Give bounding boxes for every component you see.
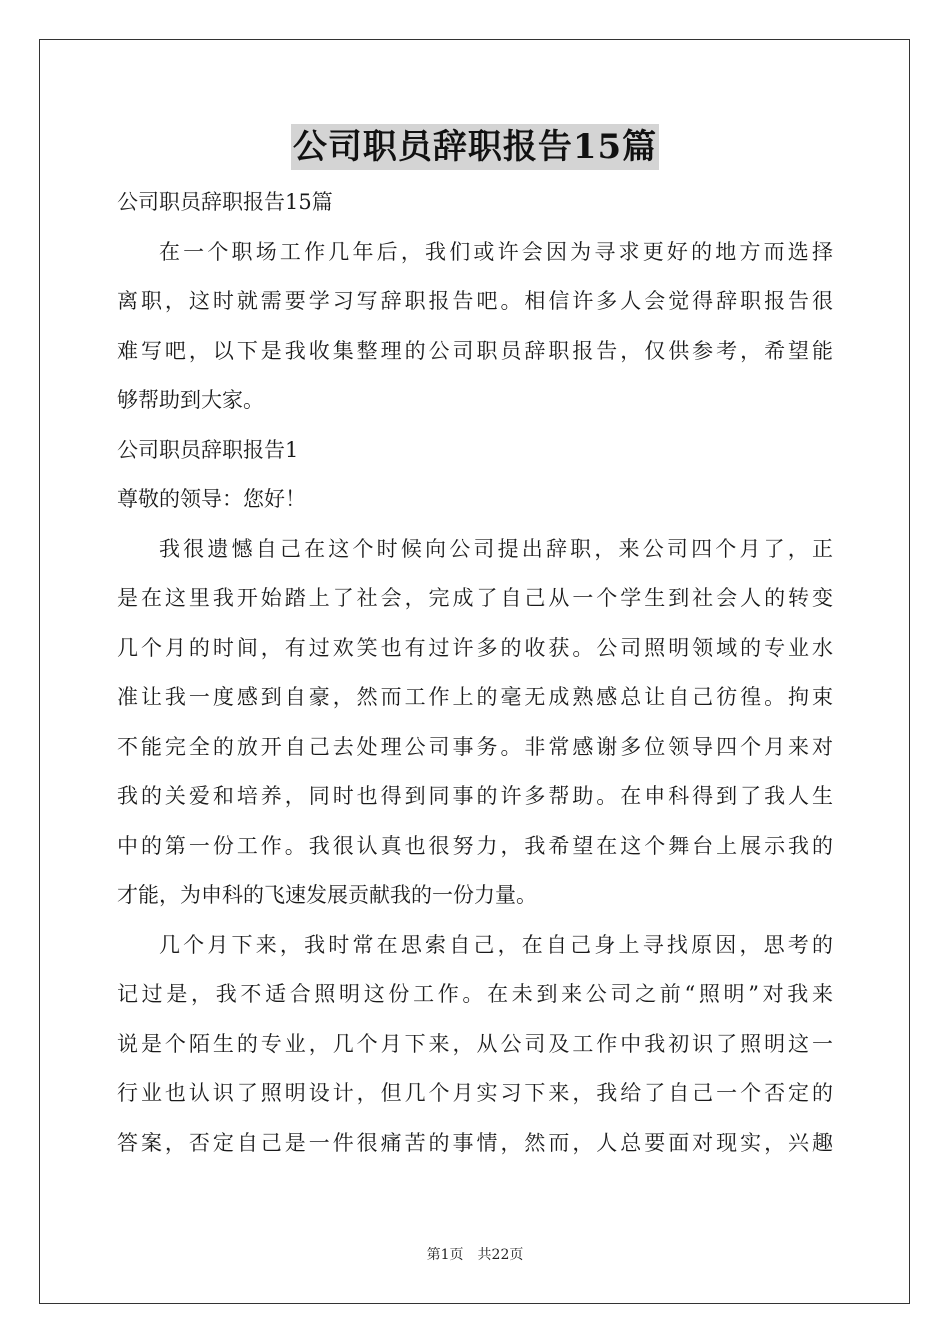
document-subtitle: 公司职员辞职报告15篇 bbox=[117, 190, 333, 214]
paragraph-line: 记过是，我不适合照明这份工作。在未到来公司之前“照明”对我来 bbox=[117, 982, 833, 1006]
intro-line: 在一个职场工作几年后，我们或许会因为寻求更好的地方而选择 bbox=[159, 239, 833, 264]
document-body bbox=[117, 178, 833, 1168]
intro-line: 离职，这时就需要学习写辞职报告吧。相信许多人会觉得辞职报告很 bbox=[117, 289, 833, 313]
paragraph-line: 几个月的时间，有过欢笑也有过许多的收获。公司照明领域的专业水 bbox=[117, 635, 833, 660]
page-footer bbox=[0, 1244, 950, 1264]
document-title: 公司职员辞职报告15篇 bbox=[291, 124, 659, 170]
paragraph-line: 中的第一份工作。我很认真也很努力，我希望在这个舞台上展示我的 bbox=[117, 833, 833, 858]
paragraph-line: 我很遗憾自己在这个时候向公司提出辞职，来公司四个月了，正 bbox=[159, 536, 833, 561]
body-paragraph-1 bbox=[117, 525, 833, 921]
greeting: 尊敬的领导：您好！ bbox=[117, 487, 306, 511]
paragraph-line: 答案，否定自己是一件很痛苦的事情，然而，人总要面对现实，兴趣 bbox=[117, 1130, 833, 1155]
paragraph-line: 说是个陌生的专业，几个月下来，从公司及工作中我初识了照明这一 bbox=[117, 1031, 833, 1056]
paragraph-line: 是在这里我开始踏上了社会，完成了自己从一个学生到社会人的转变 bbox=[117, 586, 833, 610]
paragraph-line: 几个月下来，我时常在思索自己，在自己身上寻找原因，思考的 bbox=[159, 932, 833, 957]
paragraph-line: 才能，为申科的飞速发展贡献我的一份力量。 bbox=[117, 883, 537, 907]
intro-line: 难写吧，以下是我收集整理的公司职员辞职报告，仅供参考，希望能 bbox=[117, 338, 833, 363]
intro-line: 够帮助到大家。 bbox=[117, 388, 264, 412]
section-heading: 公司职员辞职报告1 bbox=[117, 437, 299, 462]
paragraph-line: 行业也认识了照明设计，但几个月实习下来，我给了自己一个否定的 bbox=[117, 1081, 833, 1105]
body-paragraph-2 bbox=[117, 921, 833, 1169]
page-number: 第1页 共22页 bbox=[426, 1247, 524, 1263]
paragraph-line: 准让我一度感到自豪，然而工作上的毫无成熟感总让自己彷徨。拘束 bbox=[117, 685, 833, 709]
intro-paragraph bbox=[117, 228, 833, 426]
title-wrap bbox=[0, 124, 950, 170]
paragraph-line: 我的关爱和培养，同时也得到同事的许多帮助。在申科得到了我人生 bbox=[117, 784, 833, 808]
paragraph-line: 不能完全的放开自己去处理公司事务。非常感谢多位领导四个月来对 bbox=[117, 734, 833, 759]
